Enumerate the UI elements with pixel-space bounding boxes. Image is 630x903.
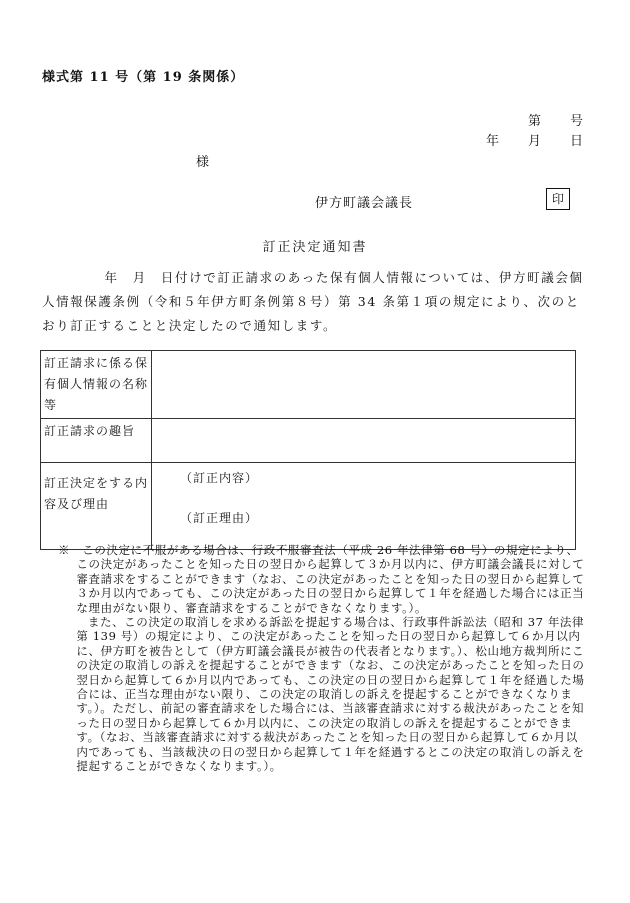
correction-reason-label: （訂正理由）	[180, 511, 259, 525]
note-text-1: この決定に不服がある場合は、行政不服審査法（平成 26 年法律第 68 号）の規定により、この決定があったことを知った日の翌日から起算して３か月以内に、伊方町議会議長に対して審査請求をすることができます（なお、この決定があったことを知った日の翌日から起算して３か月以内であっても、この決定があった日の翌日から起算して１年を経過した場合には正当な理由がない限り、審査請求をすることができなくなります。）。	[76, 543, 585, 615]
row-value-decision[interactable]	[152, 463, 576, 550]
row-label-decision: 訂正決定をする内容及び理由	[41, 463, 152, 550]
table-row	[41, 419, 576, 463]
row-value-purpose[interactable]	[152, 419, 576, 463]
table-row	[41, 463, 576, 550]
document-title: 訂正決定通知書	[262, 240, 368, 255]
note-mark: ※	[58, 543, 71, 557]
seal-mark: 印	[546, 188, 570, 210]
form-number-label: 様式第 11 号（第 19 条関係）	[42, 70, 245, 85]
decision-table	[40, 350, 576, 550]
intro-paragraph	[42, 266, 587, 338]
document-date: 年 月 日	[485, 134, 584, 149]
intro-text: 年 月 日付けで訂正請求のあった保有個人情報については、伊方町議会個人情報保護条例（令和５年伊方町条例第８号）第 34 条第１項の規定により、次のとおり訂正することと決定したので通知します。	[42, 270, 584, 333]
issuer-name: 伊方町議会議長	[315, 196, 414, 211]
notes-paragraph-2: また、この決定の取消しを求める訴訟を提起する場合は、行政事件訴訟法（昭和 37 年法律第 139 号）の規定により、この決定があったことを知った日の翌日から起算して６か月以内に、伊方町を被告として（伊方町議会議長が被告の代表者となります。）、松山地方裁判所にこの決定の取消しの訴えを提起することができます（なお、この決定があったことを知った日の翌日から起算して６か月以内であっても、この決定の日の翌日から起算して１年を経過した場合には、正当な理由がない限り、この決定の取消しの訴えを提起することができなくなります。）。ただし、前記の審査請求をした場合には、当該審査請求に対する裁決があったことを知った日の翌日から起算して６か月以内に、この決定の取消しの訴えを提起することができます。（なお、当該審査請求に対する裁決があったことを知った日の翌日から起算して６か月以内であっても、当該裁決の日の翌日から起算して１年を経過するとこの決定の取消しの訴えを提起することができなくなります。）。	[76, 615, 585, 774]
notes-paragraph-1	[58, 543, 586, 615]
notes-section	[58, 543, 586, 774]
row-label-purpose: 訂正請求の趣旨	[41, 419, 152, 463]
document-number: 第 号	[527, 114, 584, 129]
table-row	[41, 351, 576, 419]
correction-content-label: （訂正内容）	[180, 471, 259, 485]
addressee-suffix: 様	[196, 155, 210, 170]
row-label-info-name: 訂正請求に係る保有個人情報の名称等	[41, 351, 152, 419]
row-value-info-name[interactable]	[152, 351, 576, 419]
